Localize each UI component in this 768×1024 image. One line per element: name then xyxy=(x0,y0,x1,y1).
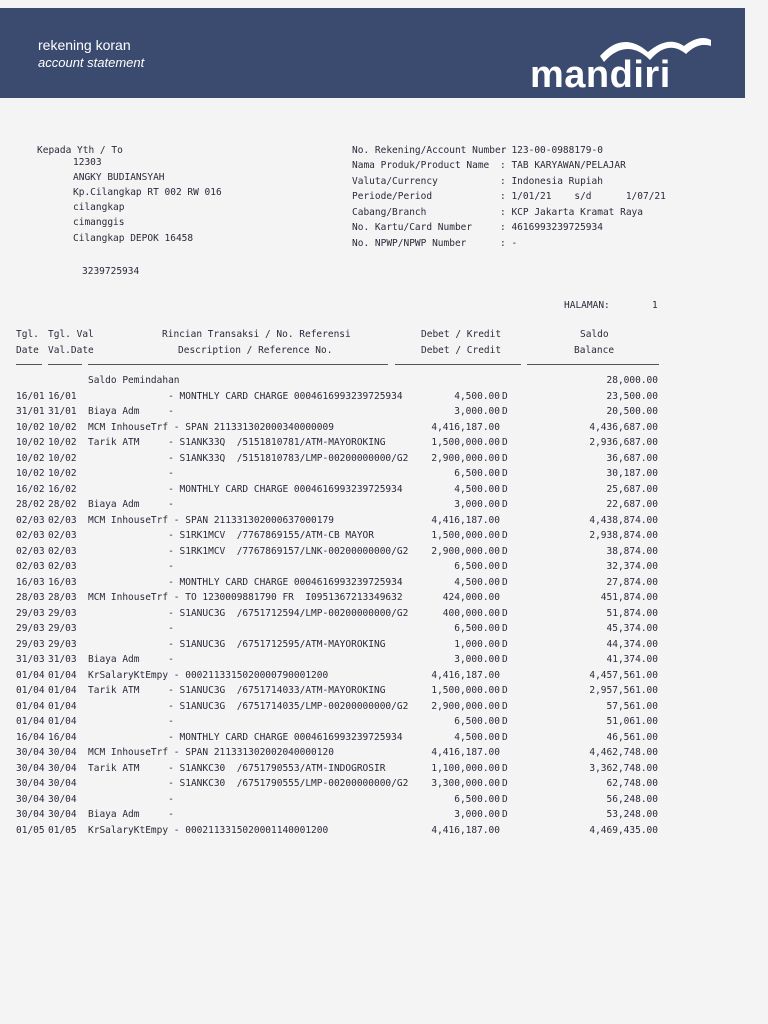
header-divider xyxy=(527,364,659,365)
recipient-line: cilangkap xyxy=(73,202,125,213)
statement-title: rekening koran xyxy=(38,37,131,53)
transaction-debit-flag: D xyxy=(502,468,508,479)
transaction-date: 30/04 xyxy=(16,809,45,820)
transaction-description: - MONTHLY CARD CHARGE 0004616993239725934 xyxy=(88,483,403,495)
transaction-amount: 6,500.00 xyxy=(454,623,500,634)
transaction-balance: 4,462,748.00 xyxy=(589,747,658,758)
transaction-description: - MONTHLY CARD CHARGE 0004616993239725934 xyxy=(88,576,403,588)
transaction-debit-flag: D xyxy=(502,483,508,495)
table-row xyxy=(0,825,768,841)
transaction-date: 10/02 xyxy=(16,437,45,448)
transaction-debit-flag: D xyxy=(502,406,508,417)
transaction-val-date: 10/02 xyxy=(48,421,77,433)
transaction-date: 16/03 xyxy=(16,576,45,588)
transaction-val-date: 10/02 xyxy=(48,437,77,448)
transaction-debit-flag: D xyxy=(502,762,508,774)
header-divider xyxy=(88,364,388,365)
transaction-amount: 6,500.00 xyxy=(454,716,500,727)
transaction-debit-flag: D xyxy=(502,654,508,665)
transaction-description: - xyxy=(88,561,174,572)
transaction-date: 30/04 xyxy=(16,793,45,805)
header-divider xyxy=(16,364,42,365)
transaction-balance: 2,936,687.00 xyxy=(589,437,658,448)
recipient-line: Cilangkap DEPOK 16458 xyxy=(73,233,194,244)
transaction-balance: 20,500.00 xyxy=(606,406,658,417)
transaction-description: - xyxy=(88,623,174,634)
transaction-description: - S1ANK33Q /5151810783/LMP-00200000000/G2 xyxy=(88,452,409,464)
account-info-label: No. Rekening/Account Number xyxy=(352,145,507,156)
transaction-amount: 424,000.00 xyxy=(442,592,500,603)
transaction-val-date: 30/04 xyxy=(48,793,77,805)
transaction-description: MCM InhouseTrf - SPAN 211331302000340000009 xyxy=(88,421,334,433)
transaction-debit-flag: D xyxy=(502,685,508,696)
transaction-val-date: 30/04 xyxy=(48,809,77,820)
transaction-balance: 22,687.00 xyxy=(606,499,658,510)
transaction-description: - S1ANUC3G /6751712595/ATM-MAYOROKING xyxy=(88,638,386,650)
column-header-debit-credit-en: Debet / Credit xyxy=(421,345,502,356)
account-info-value: : TAB KARYAWAN/PELAJAR xyxy=(500,160,626,171)
transaction-description: Biaya Adm - xyxy=(88,499,174,510)
recipient-ref-number: 3239725934 xyxy=(82,266,140,277)
transaction-val-date: 02/03 xyxy=(48,545,77,557)
transaction-val-date: 30/04 xyxy=(48,747,77,758)
transaction-date: 02/03 xyxy=(16,514,45,526)
transaction-amount: 4,416,187.00 xyxy=(431,747,500,758)
transaction-balance: 30,187.00 xyxy=(606,468,658,479)
transaction-amount: 1,100,000.00 xyxy=(431,762,500,774)
transaction-amount: 4,500.00 xyxy=(454,390,500,402)
transaction-amount: 2,900,000.00 xyxy=(431,700,500,712)
transaction-debit-flag: D xyxy=(502,561,508,572)
transaction-val-date: 28/02 xyxy=(48,499,77,510)
transaction-debit-flag: D xyxy=(502,778,508,789)
recipient-line: 12303 xyxy=(73,157,102,168)
transaction-val-date: 02/03 xyxy=(48,514,77,526)
transaction-val-date: 10/02 xyxy=(48,468,77,479)
table-row xyxy=(0,794,768,810)
table-row xyxy=(0,453,768,469)
transaction-debit-flag: D xyxy=(502,530,508,541)
transaction-description: - S1ANUC3G /6751712594/LMP-00200000000/G2 xyxy=(88,607,409,619)
transaction-description: - xyxy=(88,793,174,805)
transaction-description: - S1RK1MCV /7767869157/LNK-00200000000/G2 xyxy=(88,545,409,557)
transaction-balance: 4,438,874.00 xyxy=(589,514,658,526)
transaction-balance: 44,374.00 xyxy=(606,638,658,650)
column-header-val-date-en: Val.Date xyxy=(48,345,94,356)
transaction-debit-flag: D xyxy=(502,390,508,402)
transaction-amount: 4,500.00 xyxy=(454,576,500,588)
transaction-debit-flag: D xyxy=(502,638,508,650)
transaction-amount: 6,500.00 xyxy=(454,561,500,572)
transaction-date: 31/03 xyxy=(16,654,45,665)
transaction-debit-flag: D xyxy=(502,716,508,727)
transaction-balance: 36,687.00 xyxy=(606,452,658,464)
table-row xyxy=(0,468,768,484)
transaction-description: - MONTHLY CARD CHARGE 0004616993239725934 xyxy=(88,731,403,743)
header-divider xyxy=(395,364,521,365)
transaction-val-date: 01/04 xyxy=(48,716,77,727)
transaction-val-date: 31/03 xyxy=(48,654,77,665)
transaction-amount: 1,000.00 xyxy=(454,638,500,650)
account-info-label: Periode/Period xyxy=(352,191,433,202)
transaction-description: KrSalaryKtEmpy - 0002113315020001140001200 xyxy=(88,824,329,836)
column-header-description-en: Description / Reference No. xyxy=(178,345,333,356)
transaction-balance: 2,938,874.00 xyxy=(589,530,658,541)
transaction-amount: 2,900,000.00 xyxy=(431,545,500,557)
transaction-amount: 3,000.00 xyxy=(454,499,500,510)
transaction-balance: 2,957,561.00 xyxy=(589,685,658,696)
transaction-description: KrSalaryKtEmpy - 0002113315020000790001200 xyxy=(88,669,329,681)
transaction-amount: 1,500,000.00 xyxy=(431,685,500,696)
transaction-balance: 4,469,435.00 xyxy=(589,824,658,836)
page-label: HALAMAN: xyxy=(564,300,610,311)
transaction-balance: 4,436,687.00 xyxy=(589,421,658,433)
transaction-val-date: 30/04 xyxy=(48,762,77,774)
transaction-val-date: 29/03 xyxy=(48,607,77,619)
transaction-val-date: 01/04 xyxy=(48,700,77,712)
table-row xyxy=(0,639,768,655)
transaction-description: - S1ANUC3G /6751714035/LMP-00200000000/G2 xyxy=(88,700,409,712)
table-row xyxy=(0,499,768,515)
transaction-description: Biaya Adm - xyxy=(88,809,174,820)
transaction-description: Biaya Adm - xyxy=(88,406,174,417)
column-header-balance: Saldo xyxy=(580,329,609,340)
transaction-amount: 4,416,187.00 xyxy=(431,669,500,681)
transaction-balance: 41,374.00 xyxy=(606,654,658,665)
transaction-date: 16/04 xyxy=(16,731,45,743)
transaction-val-date: 01/04 xyxy=(48,669,77,681)
header-divider xyxy=(48,364,82,365)
transaction-balance: 51,874.00 xyxy=(606,607,658,619)
transaction-balance: 57,561.00 xyxy=(606,700,658,712)
table-row xyxy=(0,747,768,763)
transaction-date: 16/01 xyxy=(16,390,45,402)
account-info-value: : 1/01/21 s/d 1/07/21 xyxy=(500,191,666,202)
recipient-label: Kepada Yth / To xyxy=(37,145,123,156)
column-header-val-date: Tgl. Val xyxy=(48,329,94,340)
transaction-date: 01/04 xyxy=(16,716,45,727)
transaction-date: 29/03 xyxy=(16,623,45,634)
table-row xyxy=(0,685,768,701)
account-info-value: : 123-00-0988179-0 xyxy=(500,145,603,156)
table-row xyxy=(0,732,768,748)
statement-subtitle: account statement xyxy=(38,55,145,70)
account-info-value: : 4616993239725934 xyxy=(500,222,603,233)
transaction-amount: 3,000.00 xyxy=(454,654,500,665)
transaction-amount: 6,500.00 xyxy=(454,793,500,805)
transaction-val-date: 31/01 xyxy=(48,406,77,417)
account-info-label: No. Kartu/Card Number xyxy=(352,222,473,233)
table-row xyxy=(0,530,768,546)
transaction-date: 30/04 xyxy=(16,778,45,789)
transaction-date: 01/04 xyxy=(16,700,45,712)
transaction-date: 10/02 xyxy=(16,452,45,464)
transaction-val-date: 16/01 xyxy=(48,390,77,402)
transaction-balance: 451,874.00 xyxy=(600,592,658,603)
account-info-label: Cabang/Branch xyxy=(352,207,427,218)
transaction-amount: 2,900,000.00 xyxy=(431,452,500,464)
transaction-val-date: 16/04 xyxy=(48,731,77,743)
table-row xyxy=(0,809,768,825)
transaction-amount: 1,500,000.00 xyxy=(431,530,500,541)
transaction-description: Tarik ATM - S1ANK33Q /5151810781/ATM-MAYOROKING xyxy=(88,437,386,448)
table-row xyxy=(0,608,768,624)
transaction-description: - S1RK1MCV /7767869155/ATM-CB MAYOR xyxy=(88,530,374,541)
transaction-date: 02/03 xyxy=(16,530,45,541)
transaction-amount: 4,416,187.00 xyxy=(431,824,500,836)
transaction-date: 29/03 xyxy=(16,607,45,619)
transaction-balance: 32,374.00 xyxy=(606,561,658,572)
transaction-amount: 1,500,000.00 xyxy=(431,437,500,448)
transaction-balance: 28,000.00 xyxy=(606,375,658,386)
transaction-description: MCM InhouseTrf - SPAN 211331302002040000120 xyxy=(88,747,334,758)
transaction-val-date: 16/03 xyxy=(48,576,77,588)
table-row xyxy=(0,763,768,779)
table-row xyxy=(0,592,768,608)
recipient-line: ANGKY BUDIANSYAH xyxy=(73,172,165,183)
transaction-balance: 27,874.00 xyxy=(606,576,658,588)
transaction-debit-flag: D xyxy=(502,809,508,820)
table-row xyxy=(0,391,768,407)
transaction-description: - S1ANKC30 /6751790555/LMP-00200000000/G2 xyxy=(88,778,409,789)
transaction-date: 28/03 xyxy=(16,592,45,603)
transaction-description: Saldo Pemindahan xyxy=(88,375,180,386)
transaction-description: MCM InhouseTrf - TO 1230009881790 FR I0951367213349632 xyxy=(88,592,403,603)
transaction-amount: 4,500.00 xyxy=(454,483,500,495)
transaction-balance: 38,874.00 xyxy=(606,545,658,557)
transaction-description: - xyxy=(88,716,174,727)
transaction-amount: 6,500.00 xyxy=(454,468,500,479)
transaction-description: Biaya Adm - xyxy=(88,654,174,665)
header-banner xyxy=(0,8,745,98)
table-row xyxy=(0,422,768,438)
transaction-date: 01/05 xyxy=(16,824,45,836)
transaction-balance: 3,362,748.00 xyxy=(589,762,658,774)
transaction-description: Tarik ATM - S1ANUC3G /6751714033/ATM-MAYOROKING xyxy=(88,685,386,696)
transaction-date: 02/03 xyxy=(16,545,45,557)
transaction-val-date: 28/03 xyxy=(48,592,77,603)
transaction-val-date: 16/02 xyxy=(48,483,77,495)
account-info-label: Valuta/Currency xyxy=(352,176,438,187)
transactions-table xyxy=(0,375,768,840)
transaction-debit-flag: D xyxy=(502,499,508,510)
table-row xyxy=(0,561,768,577)
account-info-label: No. NPWP/NPWP Number xyxy=(352,238,467,249)
transaction-description: - xyxy=(88,468,174,479)
transaction-debit-flag: D xyxy=(502,607,508,619)
table-row xyxy=(0,701,768,717)
transaction-amount: 400,000.00 xyxy=(442,607,500,619)
transaction-debit-flag: D xyxy=(502,793,508,805)
table-row xyxy=(0,670,768,686)
transaction-amount: 4,500.00 xyxy=(454,731,500,743)
transaction-val-date: 01/05 xyxy=(48,824,77,836)
recipient-line: Kp.Cilangkap RT 002 RW 016 xyxy=(73,187,222,198)
transaction-date: 31/01 xyxy=(16,406,45,417)
column-header-date-en: Date xyxy=(16,345,39,356)
table-row xyxy=(0,623,768,639)
transaction-date: 30/04 xyxy=(16,762,45,774)
transaction-debit-flag: D xyxy=(502,623,508,634)
table-row xyxy=(0,716,768,732)
table-row xyxy=(0,375,768,391)
transaction-debit-flag: D xyxy=(502,545,508,557)
column-header-date: Tgl. xyxy=(16,329,39,340)
transaction-balance: 62,748.00 xyxy=(606,778,658,789)
transaction-val-date: 29/03 xyxy=(48,638,77,650)
transaction-date: 16/02 xyxy=(16,483,45,495)
transaction-debit-flag: D xyxy=(502,576,508,588)
table-row xyxy=(0,546,768,562)
transaction-date: 10/02 xyxy=(16,421,45,433)
transaction-balance: 51,061.00 xyxy=(606,716,658,727)
transaction-date: 10/02 xyxy=(16,468,45,479)
transaction-description: Tarik ATM - S1ANKC30 /6751790553/ATM-INDOGROSIR xyxy=(88,762,386,774)
table-row xyxy=(0,515,768,531)
transaction-amount: 4,416,187.00 xyxy=(431,514,500,526)
transaction-val-date: 10/02 xyxy=(48,452,77,464)
transaction-balance: 45,374.00 xyxy=(606,623,658,634)
transaction-amount: 3,000.00 xyxy=(454,406,500,417)
recipient-line: cimanggis xyxy=(73,217,125,228)
transaction-val-date: 01/04 xyxy=(48,685,77,696)
transaction-description: MCM InhouseTrf - SPAN 211331302000637000179 xyxy=(88,514,334,526)
account-info-value: : - xyxy=(500,238,518,249)
table-row xyxy=(0,484,768,500)
transaction-balance: 46,561.00 xyxy=(606,731,658,743)
account-info-label: Nama Produk/Product Name xyxy=(352,160,490,171)
transaction-date: 28/02 xyxy=(16,499,45,510)
transaction-balance: 23,500.00 xyxy=(606,390,658,402)
column-header-description: Rincian Transaksi / No. Referensi xyxy=(162,329,351,340)
transaction-date: 02/03 xyxy=(16,561,45,572)
transaction-debit-flag: D xyxy=(502,437,508,448)
table-row xyxy=(0,437,768,453)
transaction-balance: 53,248.00 xyxy=(606,809,658,820)
transaction-debit-flag: D xyxy=(502,731,508,743)
transaction-balance: 4,457,561.00 xyxy=(589,669,658,681)
transaction-date: 01/04 xyxy=(16,669,45,681)
account-info-value: : Indonesia Rupiah xyxy=(500,176,603,187)
transaction-date: 29/03 xyxy=(16,638,45,650)
transaction-balance: 56,248.00 xyxy=(606,793,658,805)
transaction-description: - MONTHLY CARD CHARGE 0004616993239725934 xyxy=(88,390,403,402)
transaction-amount: 4,416,187.00 xyxy=(431,421,500,433)
transaction-val-date: 02/03 xyxy=(48,530,77,541)
page-number: 1 xyxy=(652,300,658,311)
transaction-amount: 3,300,000.00 xyxy=(431,778,500,789)
table-row xyxy=(0,577,768,593)
transaction-date: 01/04 xyxy=(16,685,45,696)
transaction-amount: 3,000.00 xyxy=(454,809,500,820)
table-row xyxy=(0,654,768,670)
transaction-val-date: 29/03 xyxy=(48,623,77,634)
account-info-value: : KCP Jakarta Kramat Raya xyxy=(500,207,643,218)
table-row xyxy=(0,406,768,422)
transaction-date: 30/04 xyxy=(16,747,45,758)
transaction-val-date: 02/03 xyxy=(48,561,77,572)
column-header-debit-credit: Debet / Kredit xyxy=(421,329,502,340)
transaction-val-date: 30/04 xyxy=(48,778,77,789)
transaction-balance: 25,687.00 xyxy=(606,483,658,495)
transaction-debit-flag: D xyxy=(502,700,508,712)
mandiri-logo: mandiri xyxy=(530,54,671,96)
table-row xyxy=(0,778,768,794)
column-header-balance-en: Balance xyxy=(574,345,615,356)
transaction-debit-flag: D xyxy=(502,452,508,464)
